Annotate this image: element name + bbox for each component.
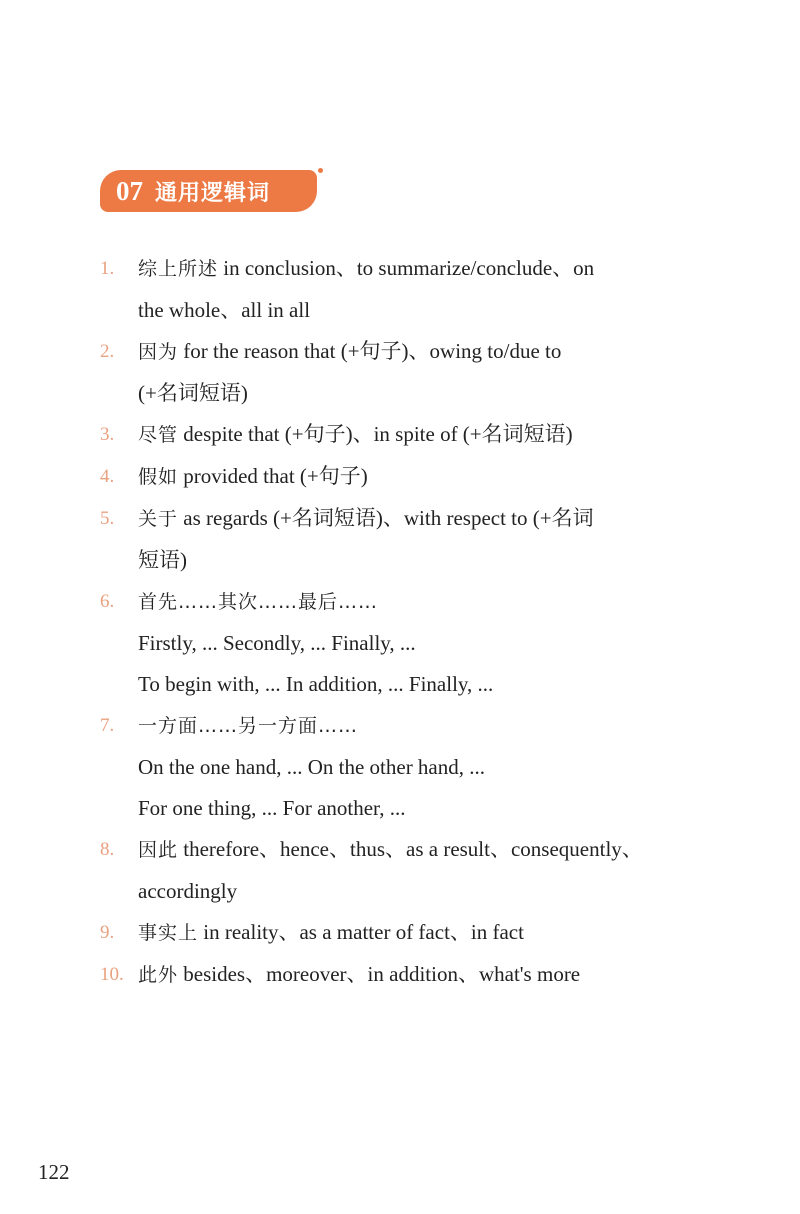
english-terms: in conclusion、to summarize/conclude、on bbox=[218, 256, 595, 280]
chinese-term: 综上所述 bbox=[138, 258, 219, 280]
english-terms: the whole、all in all bbox=[138, 298, 311, 322]
english-terms: therefore、hence、thus、as a result、consequently、 bbox=[178, 837, 643, 861]
accent-dot bbox=[318, 168, 323, 173]
item-number: 4. bbox=[100, 466, 115, 487]
english-terms: To begin with, ... In addition, ... Finally, ... bbox=[138, 672, 494, 696]
chinese-term: 因此 bbox=[138, 839, 179, 861]
english-terms: For one thing, ... For another, ... bbox=[138, 796, 406, 820]
list-item bbox=[100, 912, 700, 954]
chinese-term: 事实上 bbox=[138, 922, 199, 944]
item-number: 3. bbox=[100, 424, 115, 445]
item-number: 9. bbox=[100, 922, 115, 943]
list-item bbox=[100, 829, 700, 912]
item-line bbox=[138, 248, 700, 290]
chinese-term: 尽管 bbox=[138, 424, 179, 446]
english-terms: 短语) bbox=[138, 548, 187, 572]
chinese-term: 关于 bbox=[138, 508, 179, 530]
item-number: 2. bbox=[100, 341, 115, 362]
item-line bbox=[138, 498, 700, 540]
list-item bbox=[100, 581, 700, 705]
section-title: 通用逻辑词 bbox=[155, 179, 271, 206]
chinese-term: 因为 bbox=[138, 341, 179, 363]
item-line bbox=[138, 290, 700, 331]
item-line bbox=[138, 331, 700, 373]
item-line bbox=[138, 871, 700, 912]
english-terms: Firstly, ... Secondly, ... Finally, ... bbox=[138, 631, 416, 655]
chinese-term: 首先……其次……最后…… bbox=[138, 591, 379, 613]
item-line bbox=[138, 705, 700, 747]
item-number: 10. bbox=[100, 964, 124, 985]
item-line bbox=[138, 456, 700, 498]
page-number: 122 bbox=[38, 1160, 70, 1184]
english-terms: provided that (+句子) bbox=[178, 464, 368, 488]
list-item bbox=[100, 331, 700, 414]
english-terms: accordingly bbox=[138, 879, 238, 903]
item-line bbox=[138, 414, 700, 456]
list-item bbox=[100, 414, 700, 456]
english-terms: (+名词短语) bbox=[138, 381, 248, 405]
item-line bbox=[138, 954, 700, 996]
item-number: 1. bbox=[100, 258, 115, 279]
item-list bbox=[100, 248, 700, 996]
item-line bbox=[138, 747, 700, 788]
chinese-term: 假如 bbox=[138, 466, 179, 488]
list-item bbox=[100, 954, 700, 996]
item-line bbox=[138, 540, 700, 581]
item-line bbox=[138, 623, 700, 664]
english-terms: On the one hand, ... On the other hand, ... bbox=[138, 755, 486, 779]
list-item bbox=[100, 456, 700, 498]
chinese-term: 一方面……另一方面…… bbox=[138, 715, 359, 737]
english-terms: for the reason that (+句子)、owing to/due to bbox=[178, 339, 562, 363]
item-line bbox=[138, 788, 700, 829]
item-line bbox=[138, 581, 700, 623]
list-item bbox=[100, 498, 700, 581]
english-terms: despite that (+句子)、in spite of (+名词短语) bbox=[178, 422, 573, 446]
item-number: 7. bbox=[100, 715, 115, 736]
english-terms: in reality、as a matter of fact、in fact bbox=[198, 920, 524, 944]
list-item bbox=[100, 705, 700, 829]
chinese-term: 此外 bbox=[138, 964, 179, 986]
item-line bbox=[138, 829, 700, 871]
item-line bbox=[138, 664, 700, 705]
item-line bbox=[138, 373, 700, 414]
section-number: 07 bbox=[116, 175, 143, 206]
english-terms: besides、moreover、in addition、what's more bbox=[178, 962, 581, 986]
item-line bbox=[138, 912, 700, 954]
english-terms: as regards (+名词短语)、with respect to (+名词 bbox=[178, 506, 594, 530]
item-number: 6. bbox=[100, 591, 115, 612]
list-item bbox=[100, 248, 700, 331]
item-number: 5. bbox=[100, 508, 115, 529]
item-number: 8. bbox=[100, 839, 115, 860]
section-header bbox=[100, 170, 317, 212]
